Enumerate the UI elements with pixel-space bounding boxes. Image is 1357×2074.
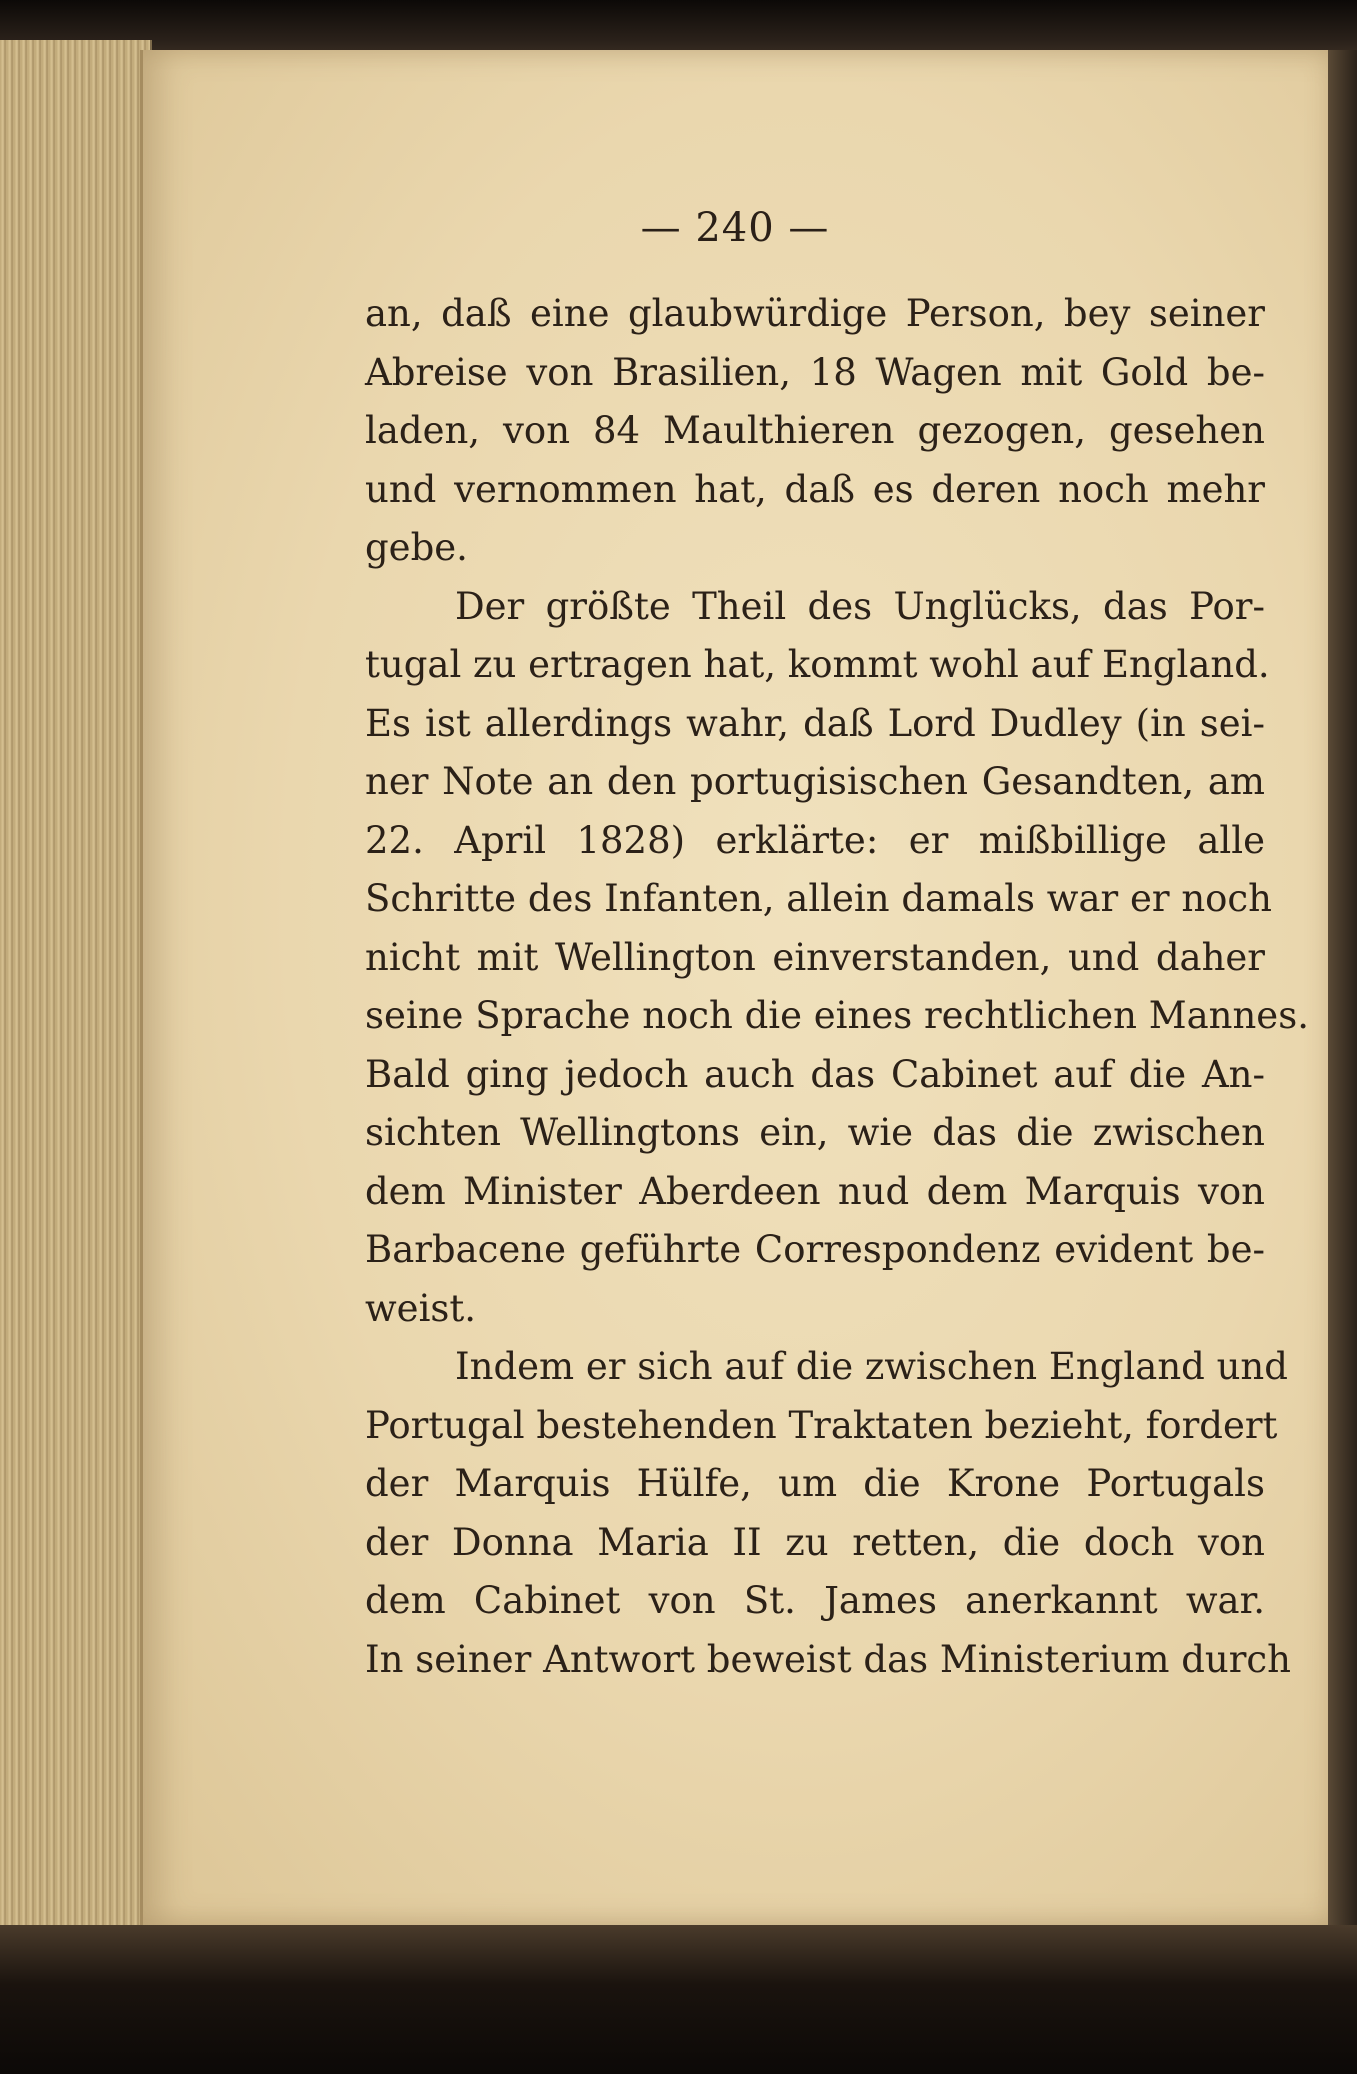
text-line: der Donna Maria II zu retten, die doch von (365, 1520, 1265, 1564)
book-cover-right-edge (1328, 50, 1357, 1930)
text-line: Der größte Theil des Unglücks, das Por- (455, 584, 1265, 628)
text-line: an, daß eine glaubwürdige Person, bey seiner (365, 292, 1265, 335)
text-line: 22. April 1828) erklärte: er mißbillige alle (365, 818, 1265, 862)
body-text (365, 285, 1309, 1689)
text-line: gebe. (365, 526, 468, 569)
text-line: Bald ging jedoch auch das Cabinet auf die An- (365, 1052, 1265, 1096)
page-stack-edge (0, 40, 152, 1930)
text-line: tugal zu ertragen hat, kommt wohl auf England. (365, 643, 1270, 686)
text-line: In seiner Antwort beweist das Ministerium durch (365, 1637, 1291, 1681)
page-number-header: — 240 — (640, 205, 830, 251)
text-line: Indem er sich auf die zwischen England und (455, 1345, 1288, 1388)
book-cover-bottom-edge (0, 1925, 1357, 2074)
text-line: seine Sprache noch die eines rechtlichen Mannes. (365, 994, 1309, 1037)
text-line: Abreise von Brasilien, 18 Wagen mit Gold be- (365, 350, 1265, 394)
text-line: Portugal bestehenden Traktaten bezieht, fordert (365, 1403, 1278, 1447)
text-line: und vernommen hat, daß es deren noch mehr (365, 467, 1265, 511)
text-line: Barbacene geführte Correspondenz evident be- (365, 1228, 1265, 1271)
text-line: dem Minister Aberdeen nud dem Marquis von (365, 1169, 1265, 1213)
text-line: laden, von 84 Maulthieren gezogen, gesehen (365, 409, 1265, 452)
text-line: ner Note an den portugisischen Gesandten, am (365, 760, 1265, 803)
text-line: Schritte des Infanten, allein damals war er noch (365, 877, 1272, 920)
text-line: der Marquis Hülfe, um die Krone Portugals (365, 1462, 1265, 1505)
text-line: Es ist allerdings wahr, daß Lord Dudley (in sei- (365, 701, 1265, 745)
text-line: sichten Wellingtons ein, wie das die zwischen (365, 1111, 1265, 1154)
text-line: nicht mit Wellington einverstanden, und daher (365, 935, 1265, 979)
text-line: dem Cabinet von St. James anerkannt war. (365, 1579, 1265, 1622)
text-line: weist. (365, 1286, 477, 1330)
